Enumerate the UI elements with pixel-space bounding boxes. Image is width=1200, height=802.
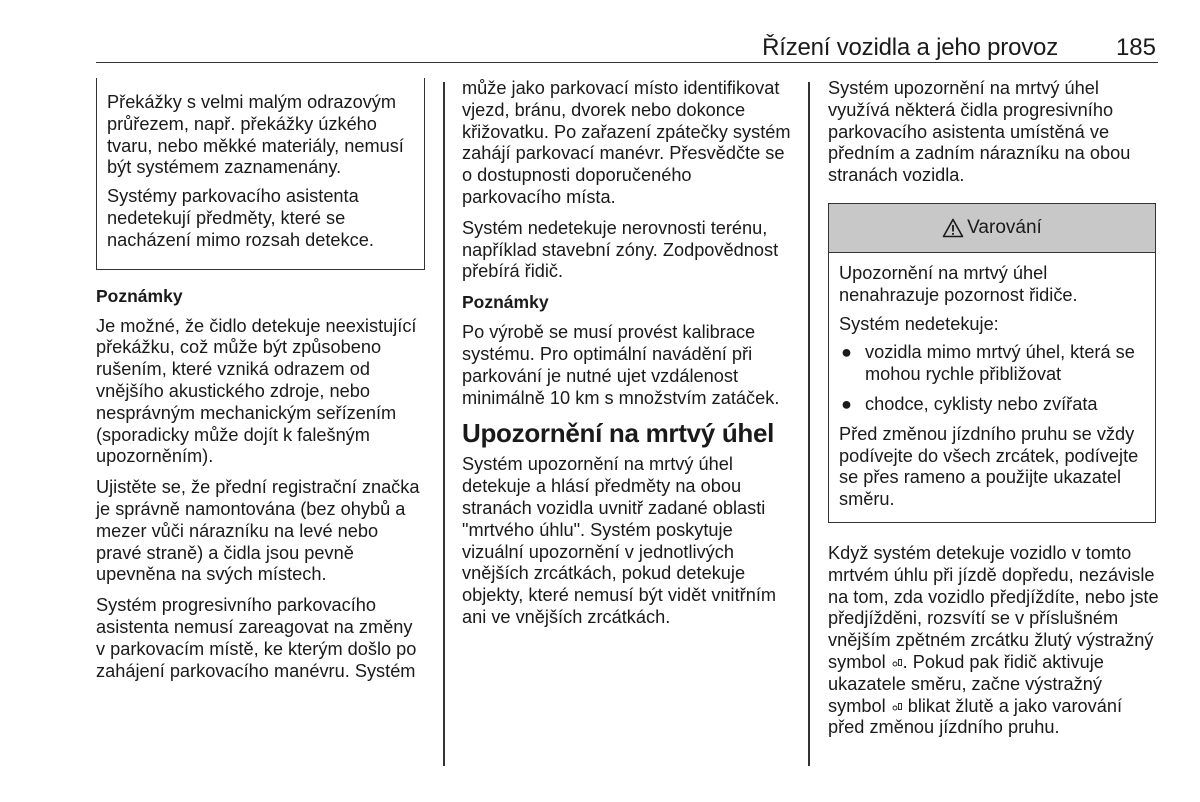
- list-item: [839, 394, 1145, 416]
- note-heading: Poznámky: [96, 285, 183, 306]
- blind-spot-symbol-icon: [891, 657, 903, 669]
- warning-body: [829, 253, 1155, 522]
- info-box-paragraph-2: Systémy parkovacího asistenta nedetekují předměty, které se nacházení mimo rozsah detekce.: [107, 186, 374, 250]
- warning-list: [839, 342, 1145, 415]
- list-item: [839, 342, 1145, 386]
- warning-triangle-icon: [942, 218, 964, 238]
- warning-paragraph: Před změnou jízdního pruhu se vždy podívejte do všech zrcátek, podívejte se přes rameno a použijte ukazatel směru.: [839, 423, 1139, 510]
- column-2: [462, 78, 792, 638]
- paragraph: Systém upozornění na mrtvý úhel využívá některá čidla progresivního parkovacího asistenta umístěná ve předním a zadním nárazníku na obou stranách vozidla.: [828, 78, 1131, 186]
- chapter-title: Řízení vozidla a jeho provoz: [762, 34, 1058, 61]
- paragraph: Systém nedetekuje nerovnosti terénu, například stavební zóny. Zodpovědnost přebírá řidič.: [462, 217, 779, 282]
- paragraph: [828, 543, 1160, 739]
- warning-paragraph: Upozornění na mrtvý úhel nenahrazuje pozornost řidiče.: [839, 262, 1078, 305]
- list-item-text: chodce, cyklisty nebo zvířata: [865, 393, 1098, 414]
- paragraph-text: blikat žlutě a jako varování před změnou jízdního pruhu.: [828, 695, 1123, 738]
- paragraph: Systém progresivního parkovacího asistenta nemusí zareagovat na změny v parkovacím místě, ke kterým došlo po zahájení parkovacího manévru. Systém: [96, 595, 417, 681]
- note-paragraph: Je možné, že čidlo detekuje neexistující překážku, což může být způsobeno rušením, které vzniká odrazem od vnějšího akustického zdroje, nebo nesprávným mechanickým seřízením (sporadicky může dojít k falešným upozorněním).: [96, 315, 417, 467]
- warning-paragraph: Systém nedetekuje:: [839, 313, 999, 334]
- paragraph: Systém upozornění na mrtvý úhel detekuje a hlásí předměty na obou stranách vozidla uvnitř zadané oblasti "mrtvého úhlu". Systém poskytuje vizuální upozornění v jednotlivých vnějších zrcátkách, pokud detekuje objekty, které nemusí být vidět vnitřním ani ve vnějších zrcátkách.: [462, 454, 777, 627]
- page-number: 185: [1115, 34, 1156, 61]
- column-divider-1: [443, 82, 445, 766]
- info-box: [96, 78, 425, 270]
- column-1: [96, 78, 424, 691]
- info-box-paragraph-1: Překážky s velmi malým odrazovým průřezem, např. překážky úzkého tvaru, nebo měkké materiály, nemusí být systémem zaznamenány.: [107, 92, 404, 178]
- paragraph-text: Když systém detekuje vozidlo v tomto mrtvém úhlu při jízdě dopředu, nezávisle na tom, zda vozidlo předjíždíte, nebo jste předjížděni, rozsvítí se v příslušném vnějším zpětném zrcátku žlutý výstražný symbol: [828, 542, 1159, 672]
- paragraph-text: . Pokud pak řidič aktivuje ukazatele směru, začne výstražný symbol: [828, 651, 1104, 716]
- paragraph: může jako parkovací místo identifikovat vjezd, bránu, dvorek nebo dokonce křižovatku. Po zařazení zpátečky systém zahájí parkovací manévr. Přesvědčte se o dostupnosti doporučeného parkovacího místa.: [462, 78, 791, 207]
- page-header: [96, 30, 1158, 63]
- paragraph: Ujistěte se, že přední registrační značka je správně namontována (bez ohybů a mezer vůči nárazníku na levé nebo pravé straně) a čidla jsou pevně upevněna na svých místech.: [96, 477, 420, 585]
- warning-box: [828, 203, 1156, 523]
- list-item-text: vozidla mimo mrtvý úhel, která se mohou rychle přibližovat: [865, 342, 1135, 385]
- warning-header: [829, 204, 1155, 253]
- section-heading: Upozornění na mrtvý úhel: [462, 418, 775, 449]
- bullet-icon: ●: [841, 342, 852, 363]
- column-divider-2: [808, 82, 810, 766]
- warning-title: Varování: [967, 217, 1042, 239]
- bullet-icon: ●: [841, 393, 852, 414]
- note-heading: Poznámky: [462, 292, 549, 313]
- column-3: [828, 78, 1160, 748]
- blind-spot-symbol-icon: [891, 701, 903, 713]
- note-paragraph: Po výrobě se musí provést kalibrace systému. Pro optimální navádění při parkování je nutné ujet vzdálenost minimálně 10 km s množstvím zatáček.: [462, 322, 780, 408]
